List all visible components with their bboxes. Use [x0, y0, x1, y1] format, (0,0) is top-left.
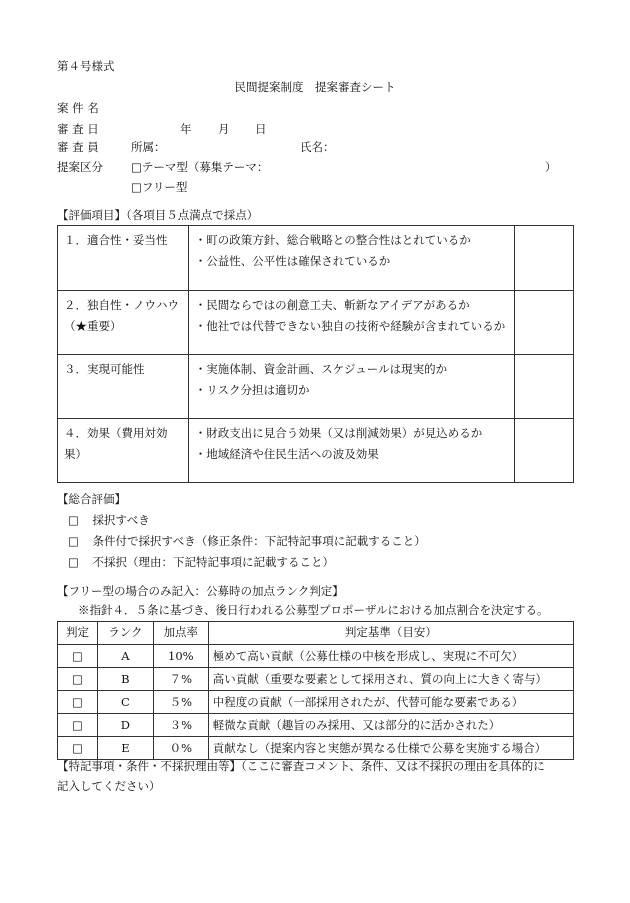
eval-criteria: ・町の政策方針、総合戦略との整合性はとれているか ・公益性、公平性は確保されているか	[188, 226, 514, 291]
category-label: 提案区分	[57, 160, 103, 174]
theme-close-paren: ）	[545, 160, 557, 174]
rank-row	[58, 691, 574, 714]
eval-heading: 【評価項目】（各項目５点満点で採点）	[57, 208, 259, 222]
rank-checkbox[interactable]: □	[58, 691, 98, 714]
date-month-label: 月	[218, 122, 230, 136]
rank-letter: D	[97, 714, 153, 737]
free-option[interactable]: □フリー型	[131, 180, 188, 194]
eval-row	[58, 355, 574, 419]
eval-row	[58, 226, 574, 291]
score-cell[interactable]	[515, 291, 574, 355]
checkbox-icon[interactable]: □	[68, 513, 79, 527]
score-cell[interactable]	[515, 226, 574, 291]
theme-option[interactable]: □テーマ型（募集テーマ：	[131, 160, 269, 174]
rank-rate: ３%	[153, 714, 208, 737]
page-title: 民間提案制度 提案審査シート	[234, 80, 396, 94]
reviewer-label: 審 査 員	[57, 140, 99, 154]
eval-item: ４．効果（費用対効果）	[58, 419, 189, 483]
rank-criteria: 軽微な貢献（趣旨のみ採用、又は部分的に活かされた）	[208, 714, 573, 737]
rank-criteria: 中程度の貢献（一部採用されたが、代替可能な要素である）	[208, 691, 573, 714]
remarks-heading-cont: 記入してください）	[57, 779, 161, 793]
rank-table	[57, 621, 574, 760]
eval-table	[57, 225, 574, 483]
rank-heading: 【フリー型の場合のみ記入：公募時の加点ランク判定】	[57, 584, 344, 598]
col-judgement: 判定	[58, 622, 98, 645]
rank-criteria: 極めて高い貢献（公募仕様の中核を形成し、実現に不可欠）	[208, 645, 573, 668]
rank-note: ※指針４．５条に基づき、後日行われる公募型プロポーザルにおける加点割合を決定する。	[78, 603, 549, 617]
rank-rate: ５%	[153, 691, 208, 714]
overall-heading: 【総合評価】	[57, 492, 126, 506]
rank-checkbox[interactable]: □	[58, 668, 98, 691]
rank-letter: C	[97, 691, 153, 714]
col-criteria: 判定基準（目安）	[208, 622, 573, 645]
eval-criteria: ・実施体制、資金計画、スケジュールは現実的か ・リスク分担は適切か	[188, 355, 514, 419]
checkbox-icon[interactable]: □	[68, 534, 79, 548]
rank-row	[58, 668, 574, 691]
score-cell[interactable]	[515, 355, 574, 419]
eval-criteria: ・財政支出に見合う効果（又は削減効果）が見込めるか ・地域経済や住民生活への波及効果	[188, 419, 514, 483]
eval-item: ２．独自性・ノウハウ （★重要）	[58, 291, 189, 355]
eval-row	[58, 291, 574, 355]
rank-checkbox[interactable]: □	[58, 714, 98, 737]
rank-criteria: 高い貢献（重要な要素として採用され、質の向上に大きく寄与）	[208, 668, 573, 691]
date-day-label: 日	[255, 122, 267, 136]
col-rate: 加点率	[153, 622, 208, 645]
rank-rate: 10%	[153, 645, 208, 668]
eval-item: ３．実現可能性	[58, 355, 189, 419]
checkbox-icon[interactable]: □	[68, 555, 79, 569]
score-cell[interactable]	[515, 419, 574, 483]
rank-row	[58, 645, 574, 668]
affiliation-label: 所属：	[131, 140, 166, 154]
case-label: 案 件 名	[57, 101, 99, 115]
overall-option-conditional[interactable]: □ 条件付で採択すべき（修正条件：下記特記事項に記載すること）	[68, 534, 426, 548]
eval-criteria: ・民間ならではの創意工夫、斬新なアイデアがあるか ・他社では代替できない独自の技術や経験が含まれているか	[188, 291, 514, 355]
rank-letter: B	[97, 668, 153, 691]
rank-row	[58, 737, 574, 760]
rank-letter: E	[97, 737, 153, 760]
name-label: 氏名：	[300, 140, 335, 154]
form-number: 第４号様式	[57, 59, 115, 73]
rank-letter: A	[97, 645, 153, 668]
overall-option-adopt[interactable]: □ 採択すべき	[68, 513, 150, 527]
date-year-label: 年	[180, 122, 192, 136]
rank-checkbox[interactable]: □	[58, 737, 98, 760]
rank-row	[58, 714, 574, 737]
rank-rate: ０%	[153, 737, 208, 760]
rank-header-row	[58, 622, 574, 645]
rank-criteria: 貢献なし（提案内容と実態が異なる仕様で公募を実施する場合）	[208, 737, 573, 760]
rank-rate: ７%	[153, 668, 208, 691]
col-rank: ランク	[97, 622, 153, 645]
eval-row	[58, 419, 574, 483]
eval-item: １．適合性・妥当性	[58, 226, 189, 291]
overall-option-reject[interactable]: □ 不採択（理由：下記特記事項に記載すること）	[68, 555, 335, 569]
remarks-heading: 【特記事項・条件・不採択理由等】（ここに審査コメント、条件、又は不採択の理由を具体的に	[57, 759, 545, 773]
rank-checkbox[interactable]: □	[58, 645, 98, 668]
date-label: 審 査 日	[57, 122, 99, 136]
